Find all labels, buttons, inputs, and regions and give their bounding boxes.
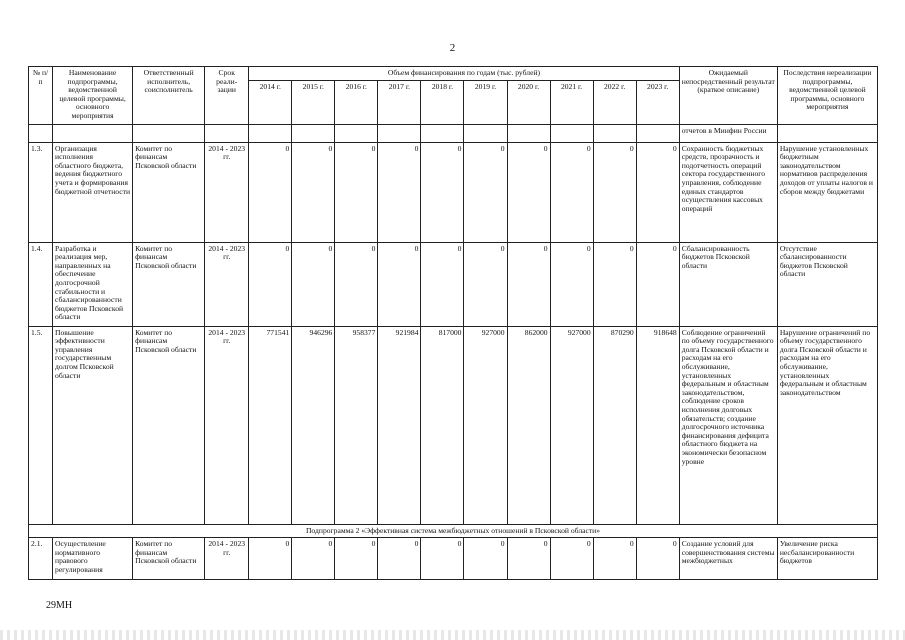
- value-cell: 0: [378, 242, 421, 326]
- row-term: 2014 - 2023 гг.: [205, 142, 249, 242]
- value-cell: 921984: [378, 326, 421, 524]
- value-cell: 0: [593, 242, 636, 326]
- header-executor: Ответственный исполнитель, соисполнитель: [133, 67, 205, 125]
- table-row-continuation: [29, 124, 878, 142]
- value-cell: 0: [292, 242, 335, 326]
- value-cell: 927000: [464, 326, 507, 524]
- consequences-cell: Увеличение риска несбалансированности бюджетов: [777, 538, 877, 580]
- value-cell: 0: [292, 142, 335, 242]
- value-cell: 0: [636, 242, 679, 326]
- value-cell: 0: [421, 242, 464, 326]
- table-row: [29, 538, 878, 580]
- result-cell: отчетов в Минфин России: [679, 124, 777, 142]
- document-code: 29МН: [46, 600, 73, 611]
- header-consequences: Последствия нереализации подпрограммы, ведомственной целевой программы, основного мероприятия: [777, 67, 877, 125]
- value-cell: 958377: [335, 326, 378, 524]
- header-year: 2021 г.: [550, 80, 593, 124]
- table-row: [29, 142, 878, 242]
- header-year: 2019 г.: [464, 80, 507, 124]
- row-num: 1.4.: [29, 242, 53, 326]
- header-result: Ожидаемый непосредственный результат (краткое описание): [679, 67, 777, 125]
- header-num: № п/п: [29, 67, 53, 125]
- page-number: 2: [449, 42, 456, 54]
- value-cell: 0: [335, 142, 378, 242]
- value-cell: 0: [507, 242, 550, 326]
- header-year: 2023 г.: [636, 80, 679, 124]
- consequences-cell: Нарушение ограничений по объему государственного долга Псковской области и расходам на его обслуживание, установленных федеральным и областным законодательством: [777, 326, 877, 524]
- value-cell: 0: [464, 538, 507, 580]
- value-cell: 870290: [593, 326, 636, 524]
- row-name: Повышение эффективности управления государственным долгом Псковской области: [53, 326, 133, 524]
- result-cell: Создание условий для совершенствования системы межбюджетных: [679, 538, 777, 580]
- result-cell: Сохранность бюджетных средств, прозрачность и подотчетность операций сектора государственного управления, соблюдение единых стандартов осуществления кассовых операций: [679, 142, 777, 242]
- header-term: Срок реали-зации: [205, 67, 249, 125]
- value-cell: 771541: [249, 326, 292, 524]
- header-year: 2016 г.: [335, 80, 378, 124]
- value-cell: 0: [335, 242, 378, 326]
- row-term: 2014 - 2023 гг.: [205, 538, 249, 580]
- value-cell: 0: [636, 538, 679, 580]
- row-name: Организация исполнения областного бюджета, ведения бюджетного учета и формирования бюджетной отчетности: [53, 142, 133, 242]
- consequences-cell: Нарушение установленных бюджетным законодательством нормативов распределения доходов от уплаты налогов и сборов между бюджетами: [777, 142, 877, 242]
- row-term: 2014 - 2023 гг.: [205, 242, 249, 326]
- row-executor: Комитет по финансам Псковской области: [133, 142, 205, 242]
- scan-edge-divider: [0, 630, 905, 640]
- subprogram-row: [29, 524, 878, 538]
- value-cell: 0: [378, 142, 421, 242]
- header-year: 2015 г.: [292, 80, 335, 124]
- header-year: 2020 г.: [507, 80, 550, 124]
- value-cell: 0: [550, 538, 593, 580]
- subprogram-title: Подпрограмма 2 «Эффективная система межбюджетных отношений в Псковской области»: [29, 524, 878, 538]
- value-cell: 0: [550, 242, 593, 326]
- row-num: 2.1.: [29, 538, 53, 580]
- header-name: Наименование подпрограммы, ведомственной целевой программы, основного мероприятия: [53, 67, 133, 125]
- value-cell: 927000: [550, 326, 593, 524]
- value-cell: 817000: [421, 326, 464, 524]
- consequences-cell: Отсутствие сбалансированности бюджетов Псковской области: [777, 242, 877, 326]
- header-year: 2018 г.: [421, 80, 464, 124]
- row-name: Разработка и реализация мер, направленных на обеспечение долгосрочной стабильности и сбалансированности бюджетов Псковской области: [53, 242, 133, 326]
- table-row: [29, 326, 878, 524]
- row-executor: Комитет по финансам Псковской области: [133, 242, 205, 326]
- row-num: 1.3.: [29, 142, 53, 242]
- value-cell: 918648: [636, 326, 679, 524]
- value-cell: 0: [464, 242, 507, 326]
- value-cell: 0: [593, 142, 636, 242]
- value-cell: 0: [636, 142, 679, 242]
- value-cell: 0: [292, 538, 335, 580]
- value-cell: 0: [421, 538, 464, 580]
- value-cell: 0: [593, 538, 636, 580]
- row-term: 2014 - 2023 гг.: [205, 326, 249, 524]
- value-cell: 0: [335, 538, 378, 580]
- header-year: 2022 г.: [593, 80, 636, 124]
- value-cell: 0: [249, 242, 292, 326]
- row-executor: Комитет по финансам Псковской области: [133, 326, 205, 524]
- value-cell: 0: [550, 142, 593, 242]
- value-cell: 0: [507, 142, 550, 242]
- value-cell: 0: [249, 142, 292, 242]
- value-cell: 0: [378, 538, 421, 580]
- financing-table: [28, 66, 878, 580]
- header-year: 2014 г.: [249, 80, 292, 124]
- value-cell: 0: [249, 538, 292, 580]
- result-cell: Сбалансированность бюджетов Псковской области: [679, 242, 777, 326]
- value-cell: 0: [464, 142, 507, 242]
- value-cell: 862000: [507, 326, 550, 524]
- result-cell: Соблюдение ограничений по объему государственного долга Псковской области и расходам на его обслуживание, установленных федеральным и областным законодательством, соблюдение сроков исполнения долговых обязательств; создание долгосрочного источника финансирования дефицита областного бюджета на экономически безопасном уровне: [679, 326, 777, 524]
- row-executor: Комитет по финансам Псковской области: [133, 538, 205, 580]
- value-cell: 946296: [292, 326, 335, 524]
- row-num: 1.5.: [29, 326, 53, 524]
- value-cell: 0: [421, 142, 464, 242]
- value-cell: 0: [507, 538, 550, 580]
- header-year: 2017 г.: [378, 80, 421, 124]
- table-row: [29, 242, 878, 326]
- header-financing: Объем финансирования по годам (тыс. рублей): [249, 67, 679, 81]
- row-name: Осуществление нормативного правового регулирования: [53, 538, 133, 580]
